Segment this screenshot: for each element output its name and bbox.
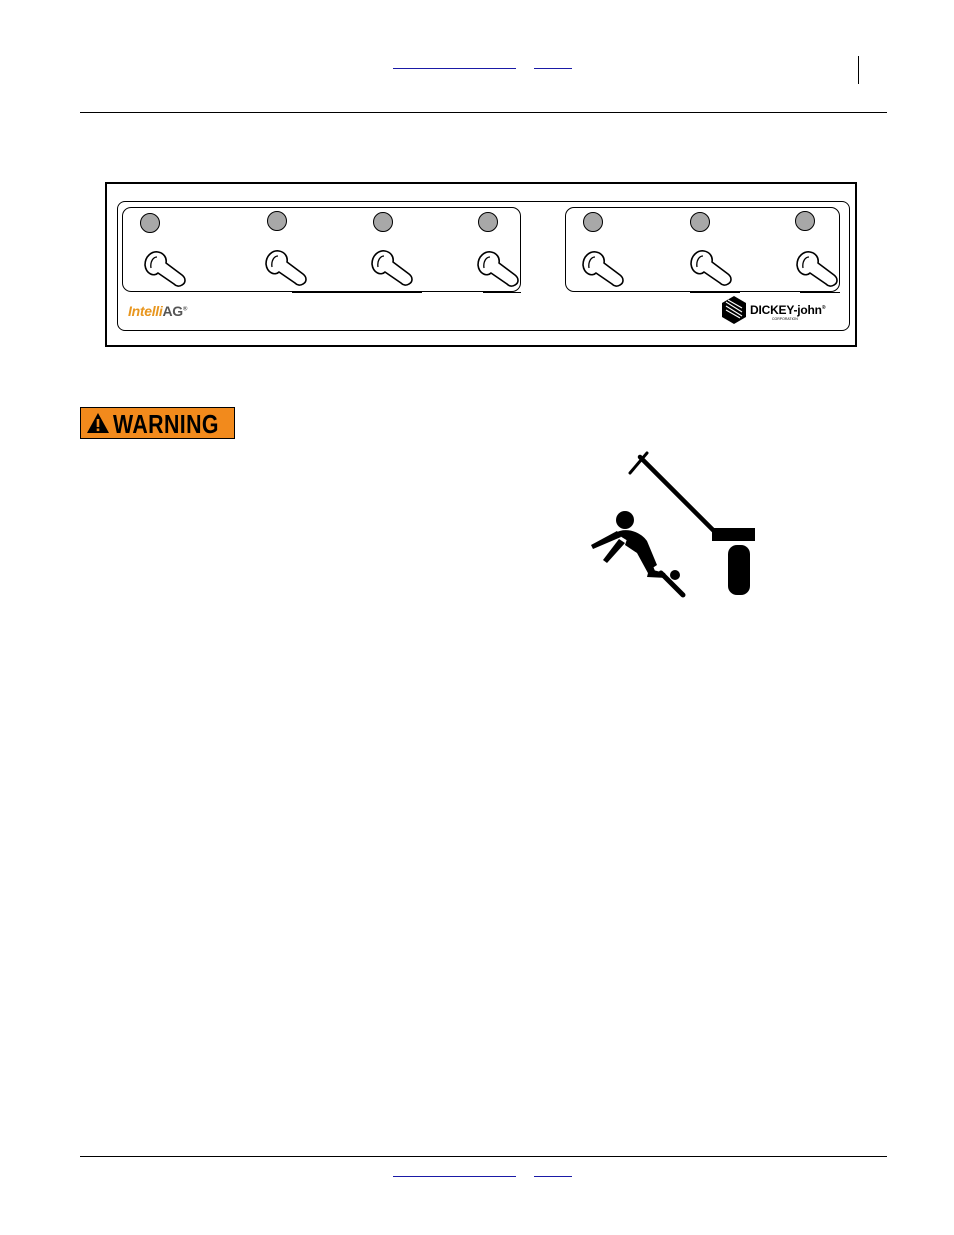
toggle-switch (475, 250, 521, 290)
warning-label-text: WARNING (113, 409, 219, 439)
intelliag-logo (128, 303, 187, 323)
section-underline (800, 292, 840, 293)
led-indicator (373, 212, 393, 232)
header-divider (858, 56, 859, 84)
toggle-switch (580, 250, 626, 290)
dickey-john-logo-sub: CORPORATION (772, 317, 798, 321)
toggle-switch (263, 249, 309, 289)
hazard-pictogram-icon (585, 445, 765, 600)
footer-link-primary[interactable] (393, 1174, 516, 1177)
toggle-switch (142, 250, 188, 290)
footer-rule (80, 1156, 887, 1157)
dickey-john-emblem-icon (722, 296, 746, 324)
section-underline (483, 292, 521, 293)
header-rule (80, 112, 887, 113)
toggle-switch (794, 250, 840, 290)
led-indicator (795, 211, 815, 231)
dickey-john-logo-mark: ® (821, 305, 826, 311)
led-indicator (140, 213, 160, 233)
toggle-switch (688, 249, 734, 289)
header-link-secondary[interactable] (534, 66, 572, 69)
intelliag-logo-main: Intelli (128, 303, 163, 319)
led-indicator (690, 212, 710, 232)
intelliag-logo-mark: ® (182, 306, 187, 313)
warning-label (80, 407, 235, 439)
toggle-switch (369, 249, 415, 289)
header-link-primary[interactable] (393, 66, 516, 69)
dickey-john-logo-text: DICKEY-john (750, 303, 822, 317)
led-indicator (583, 212, 603, 232)
led-indicator (267, 211, 287, 231)
section-underline (292, 292, 422, 293)
intelliag-logo-accent: AG (162, 303, 183, 319)
led-indicator (478, 212, 498, 232)
footer-link-secondary[interactable] (534, 1174, 572, 1177)
warning-triangle-icon (86, 412, 110, 434)
dickey-john-logo (722, 296, 842, 324)
section-underline (690, 292, 740, 293)
